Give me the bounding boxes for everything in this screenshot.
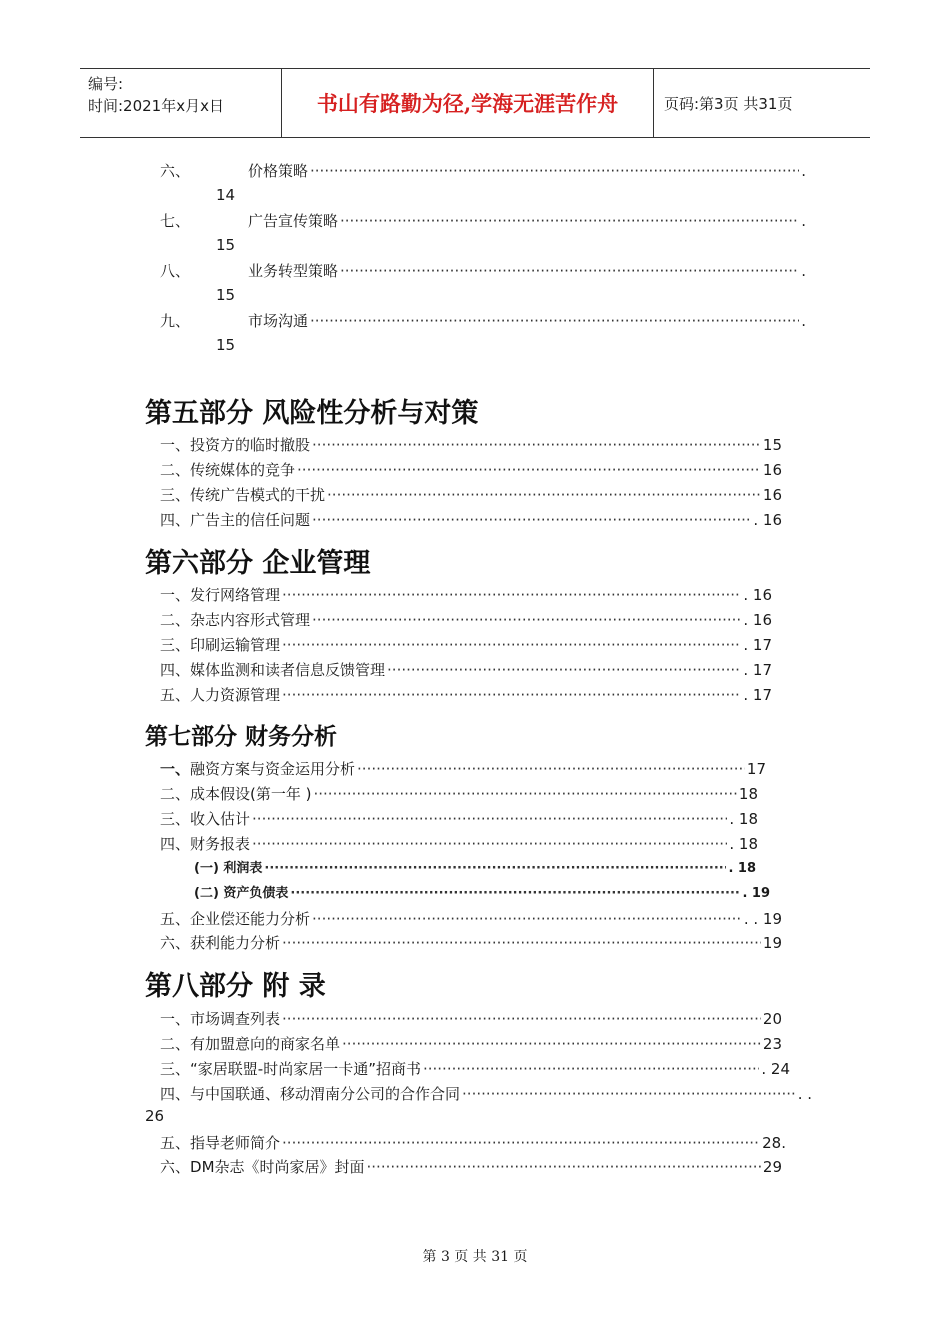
toc-item-title: 媒体监测和读者信息反馈管理	[190, 661, 386, 679]
dot-leader	[387, 659, 741, 681]
toc-item[interactable]	[160, 908, 782, 930]
dot-leader	[282, 684, 741, 706]
toc-item-title: 价格策略	[248, 162, 309, 180]
toc-item-page: . 24	[761, 1060, 790, 1078]
toc-item-title: 财务报表	[190, 835, 251, 853]
toc-subitem-title: (二) 资产负债表	[194, 886, 289, 901]
toc-item-number: 一、	[160, 586, 191, 604]
toc-item[interactable]	[160, 160, 806, 182]
dot-leader	[327, 484, 761, 506]
toc-item[interactable]	[160, 758, 766, 780]
toc-item[interactable]	[160, 310, 806, 332]
toc-item-page: 17	[746, 760, 766, 778]
dot-leader	[312, 434, 761, 456]
toc-item-page: 29	[762, 1158, 782, 1176]
dot-leader	[297, 459, 761, 481]
section-heading: 第六部分 企业管理	[145, 548, 371, 579]
toc-item-title: 收入估计	[190, 810, 251, 828]
toc-item-number: 三、	[160, 1060, 191, 1078]
page-header	[80, 68, 870, 138]
toc-item-number: 二、	[160, 611, 191, 629]
toc-item-title: 印刷运输管理	[190, 636, 281, 654]
toc-item-page: . 16	[743, 611, 772, 629]
toc-subitem[interactable]	[194, 883, 770, 905]
toc-item-page: 15	[762, 436, 782, 454]
toc-item-page: . 16	[743, 586, 772, 604]
toc-item-page: 15	[216, 286, 236, 304]
toc-item-page: 18	[738, 785, 758, 803]
dot-leader	[314, 783, 737, 805]
toc-item-title: 获利能力分析	[190, 934, 281, 952]
toc-item-title: “家居联盟-时尚家居一卡通”招商书	[190, 1060, 421, 1078]
toc-item-page: . . 19	[743, 910, 782, 928]
dot-leader	[310, 160, 799, 182]
dot-leader	[340, 210, 799, 232]
toc-item-number: 五、	[160, 1134, 191, 1152]
dot-leader	[312, 509, 751, 531]
section-heading: 第七部分 财务分析	[145, 724, 338, 750]
toc-item[interactable]	[160, 434, 782, 456]
dot-leader	[282, 584, 741, 606]
toc-item[interactable]	[160, 1083, 812, 1105]
toc-item-page: . 17	[743, 661, 772, 679]
toc-item[interactable]	[160, 1033, 782, 1055]
toc-item-title: 广告宣传策略	[248, 212, 339, 230]
toc-item-page: 20	[762, 1010, 782, 1028]
toc-item-number: 六、	[160, 934, 191, 952]
dot-leader	[312, 609, 741, 631]
toc-item[interactable]	[160, 659, 772, 681]
toc-item-tail: .	[801, 262, 806, 280]
toc-item-title: 与中国联通、移动渭南分公司的合作合同	[190, 1085, 461, 1103]
toc-item-page: 19	[762, 934, 782, 952]
dot-leader	[282, 1132, 760, 1154]
toc-item-page: . 17	[743, 686, 772, 704]
toc-item-number: 二、	[160, 785, 191, 803]
toc-item-tail: .	[801, 212, 806, 230]
toc-item-number: 一、	[160, 760, 191, 778]
toc-item-number: 四、	[160, 1085, 191, 1103]
toc-item-number: 二、	[160, 461, 191, 479]
toc-item-title: 投资方的临时撤股	[190, 436, 311, 454]
toc-item[interactable]	[160, 609, 772, 631]
toc-item[interactable]	[160, 808, 758, 830]
toc-item-tail: . .	[797, 1085, 812, 1103]
dot-leader	[264, 858, 726, 880]
toc-item-number: 四、	[160, 511, 191, 529]
dot-leader	[423, 1058, 759, 1080]
toc-item-title: 广告主的信任问题	[190, 511, 311, 529]
toc-item-number: 四、	[160, 661, 191, 679]
toc-item[interactable]	[160, 634, 772, 656]
dot-leader	[462, 1083, 796, 1105]
toc-item-page: 15	[216, 236, 236, 254]
toc-item-title: 企业偿还能力分析	[190, 910, 311, 928]
toc-item-number: 九、	[160, 312, 191, 330]
dot-leader	[282, 634, 741, 656]
header-meta	[80, 69, 281, 137]
toc-item-number: 七、	[160, 212, 191, 230]
toc-item-page: 28.	[762, 1134, 786, 1152]
toc-item-page: 14	[216, 186, 236, 204]
toc-item[interactable]	[160, 932, 782, 954]
toc-item-title: 人力资源管理	[190, 686, 281, 704]
time-label: 时间:2021年x月x日	[88, 97, 224, 115]
toc-item-title: 发行网络管理	[190, 586, 281, 604]
header-page-info: 页码:第3页 共31页	[664, 94, 793, 113]
toc-item-page: . 18	[729, 835, 758, 853]
toc-item-number: 三、	[160, 636, 191, 654]
toc-item[interactable]	[160, 1156, 782, 1178]
dot-leader	[357, 758, 745, 780]
dot-leader	[310, 310, 799, 332]
number-label: 编号:	[88, 75, 124, 93]
toc-item-number: 一、	[160, 1010, 191, 1028]
toc-item-page: 15	[216, 336, 236, 354]
toc-item[interactable]	[160, 459, 782, 481]
toc-item-number: 八、	[160, 262, 191, 280]
toc-item[interactable]	[160, 1058, 790, 1080]
toc-item-title: 业务转型策略	[248, 262, 339, 280]
dot-leader	[342, 1033, 761, 1055]
dot-leader	[252, 808, 727, 830]
page-footer: 第 3 页 共 31 页	[422, 1249, 528, 1265]
toc-item[interactable]	[160, 783, 758, 805]
toc-item-page: 16	[762, 486, 782, 504]
toc-item-page: . 18	[729, 810, 758, 828]
toc-item-number: 二、	[160, 1035, 191, 1053]
toc-subitem-title: (一) 利润表	[194, 861, 263, 876]
toc-item-number: 三、	[160, 486, 191, 504]
toc-item-tail: .	[801, 162, 806, 180]
toc-item-title: 传统广告模式的干扰	[190, 486, 326, 504]
toc-item-page: 23	[762, 1035, 782, 1053]
toc-item-title: 市场沟通	[248, 312, 309, 330]
toc-item-title: 传统媒体的竞争	[190, 461, 296, 479]
toc-item-title: 指导老师简介	[190, 1134, 281, 1152]
dot-leader	[312, 908, 742, 930]
toc-item[interactable]	[160, 833, 758, 855]
toc-item[interactable]	[160, 509, 782, 531]
section-heading: 第五部分 风险性分析与对策	[145, 398, 479, 429]
toc-item-title: 有加盟意向的商家名单	[190, 1035, 341, 1053]
toc-item-number: 三、	[160, 810, 191, 828]
toc-item-title: 融资方案与资金运用分析	[190, 760, 356, 778]
toc-item-number: 五、	[160, 686, 191, 704]
header-motto: 书山有路勤为径,学海无涯苦作舟	[281, 69, 654, 137]
dot-leader	[282, 1008, 761, 1030]
toc-item[interactable]	[160, 210, 806, 232]
toc-item[interactable]	[160, 584, 772, 606]
toc-item[interactable]	[160, 1132, 786, 1154]
toc-item[interactable]	[160, 260, 806, 282]
toc-item[interactable]	[160, 484, 782, 506]
toc-item-page: 26	[145, 1107, 165, 1125]
toc-item-number: 六、	[160, 1158, 191, 1176]
toc-item-title: 市场调查列表	[190, 1010, 281, 1028]
toc-item-page: . 16	[753, 511, 782, 529]
dot-leader	[290, 883, 740, 905]
toc-item[interactable]	[160, 684, 772, 706]
dot-leader	[252, 833, 727, 855]
toc-item-title: DM杂志《时尚家居》封面	[190, 1158, 365, 1176]
dot-leader	[340, 260, 799, 282]
toc-item-title: 杂志内容形式管理	[190, 611, 311, 629]
toc-item-page: 16	[762, 461, 782, 479]
toc-item-number: 五、	[160, 910, 191, 928]
toc-item-tail: .	[801, 312, 806, 330]
dot-leader	[367, 1156, 761, 1178]
section-heading: 第八部分 附 录	[145, 971, 326, 1002]
toc-item-number: 一、	[160, 436, 191, 454]
toc-subitem-page: . 18	[728, 861, 756, 876]
toc-subitem[interactable]	[194, 858, 756, 880]
toc-item-number: 六、	[160, 162, 191, 180]
toc-subitem-page: . 19	[742, 886, 770, 901]
dot-leader	[282, 932, 761, 954]
toc-item-number: 四、	[160, 835, 191, 853]
toc-item-title: 成本假设(第一年 )	[190, 785, 312, 803]
toc-item-page: . 17	[743, 636, 772, 654]
toc-item[interactable]	[160, 1008, 782, 1030]
